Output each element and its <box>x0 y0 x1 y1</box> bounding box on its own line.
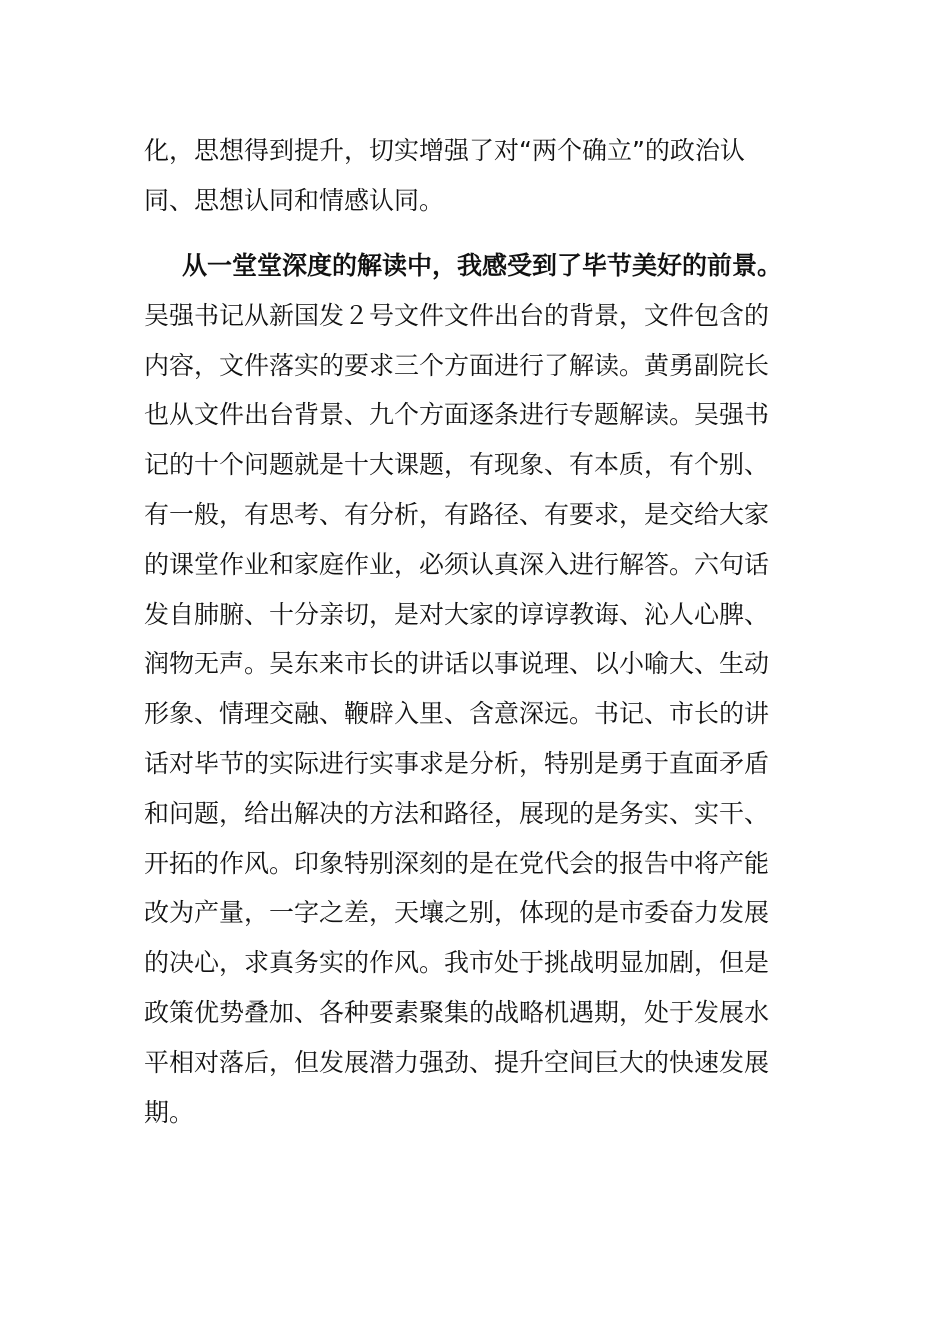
text-line: 开拓的作风。印象特别深刻的是在党代会的报告中将产能 <box>144 848 770 878</box>
text-line: 话对毕节的实际进行实事求是分析，特别是勇于直面矛盾 <box>144 748 770 778</box>
paragraph-heading: 从一堂堂深度的解读中，我感受到了毕节美好的前景。 <box>182 251 783 280</box>
text-line: 期。 <box>144 1097 195 1127</box>
text-line: 的决心，求真务实的作风。我市处于挑战明显加剧，但是 <box>144 948 770 978</box>
text-line: 润物无声。吴东来市长的讲话以事说理、以小喻大、生动 <box>144 649 770 679</box>
text-line: 政策优势叠加、各种要素聚集的战略机遇期，处于发展水 <box>144 997 770 1027</box>
text-line: 改为产量，一字之差，天壤之别，体现的是市委奋力发展 <box>144 898 770 928</box>
text-line: 内容，文件落实的要求三个方面进行了解读。黄勇副院长 <box>144 350 770 380</box>
paragraph-main <box>144 241 789 1137</box>
text-line: 平相对落后，但发展潜力强劲、提升空间巨大的快速发展 <box>144 1047 770 1077</box>
text-line: 同、思想认同和情感认同。 <box>144 185 445 215</box>
text-line: 和问题，给出解决的方法和路径，展现的是务实、实干、 <box>144 798 770 828</box>
text-line: 吴强书记从新国发２号文件文件出台的背景，文件包含的 <box>144 300 770 330</box>
text-line: 形象、情理交融、鞭辟入里、含意深远。书记、市长的讲 <box>144 699 770 729</box>
paragraph-continuation <box>144 126 789 226</box>
text-line: 记的十个问题就是十大课题，有现象、有本质，有个别、 <box>144 450 770 480</box>
text-line: 发自肺腑、十分亲切，是对大家的谆谆教诲、沁人心脾、 <box>144 599 770 629</box>
text-line: 化，思想得到提升，切实增强了对“两个确立”的政治认 <box>144 136 745 165</box>
text-line: 有一般，有思考、有分析，有路径、有要求，是交给大家 <box>144 499 770 529</box>
text-line: 也从文件出台背景、九个方面逐条进行专题解读。吴强书 <box>144 400 770 430</box>
text-line: 的课堂作业和家庭作业，必须认真深入进行解答。六句话 <box>144 549 770 579</box>
